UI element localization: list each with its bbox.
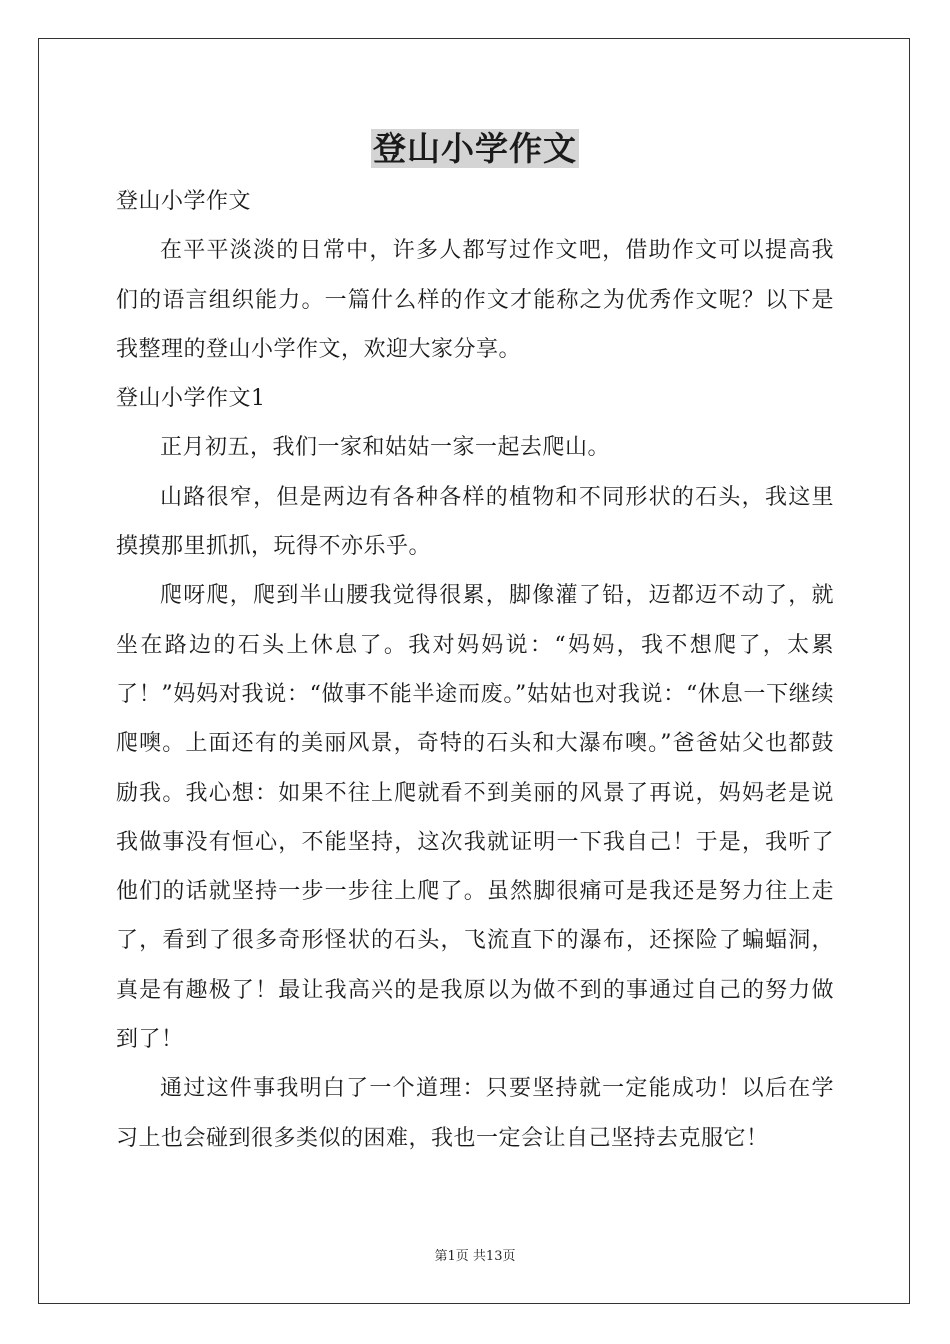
- essay-heading: 登山小学作文1: [116, 386, 266, 412]
- section-heading: 登山小学作文: [116, 189, 252, 214]
- body-paragraph: 通过这件事我明白了一个道理：只要坚持就一定能成功！以后在学习上也会碰到很多类似的困难，我也一定会让自己坚持去克服它！: [116, 1076, 834, 1151]
- intro-paragraph: 在平平淡淡的日常中，许多人都写过作文吧，借助作文可以提高我们的语言组织能力。一篇什么样的作文才能称之为优秀作文呢？以下是我整理的登山小学作文，欢迎大家分享。: [116, 238, 834, 362]
- document-title-text: 登山小学作文: [373, 129, 577, 168]
- document-body: [116, 177, 834, 1163]
- body-paragraph: 山路很窄，但是两边有各种各样的植物和不同形状的石头，我这里摸摸那里抓抓，玩得不亦乐乎。: [116, 484, 834, 560]
- page-number-footer: 第1页 共13页: [434, 1249, 516, 1264]
- body-paragraph: 爬呀爬，爬到半山腰我觉得很累，脚像灌了铅，迈都迈不动了，就坐在路边的石头上休息了。我对妈妈说：“妈妈，我不想爬了，太累了！”妈妈对我说：“做事不能半途而废。”姑姑也对我说：“休息一下继续爬噢。上面还有的美丽风景，奇特的石头和大瀑布噢。”爸爸姑父也都鼓励我。我心想：如果不往上爬就看不到美丽的风景了再说，妈妈老是说我做事没有恒心，不能坚持，这次我就证明一下我自己！于是，我听了他们的话就坚持一步一步往上爬了。虽然脚很痛可是我还是努力往上走了，看到了很多奇形怪状的石头，飞流直下的瀑布，还探险了蝙蝠洞，真是有趣极了！最让我高兴的是我原以为做不到的事通过自己的努力做到了！: [116, 583, 834, 1053]
- body-paragraph: 正月初五，我们一家和姑姑一家一起去爬山。: [160, 435, 611, 461]
- document-title: [0, 126, 950, 172]
